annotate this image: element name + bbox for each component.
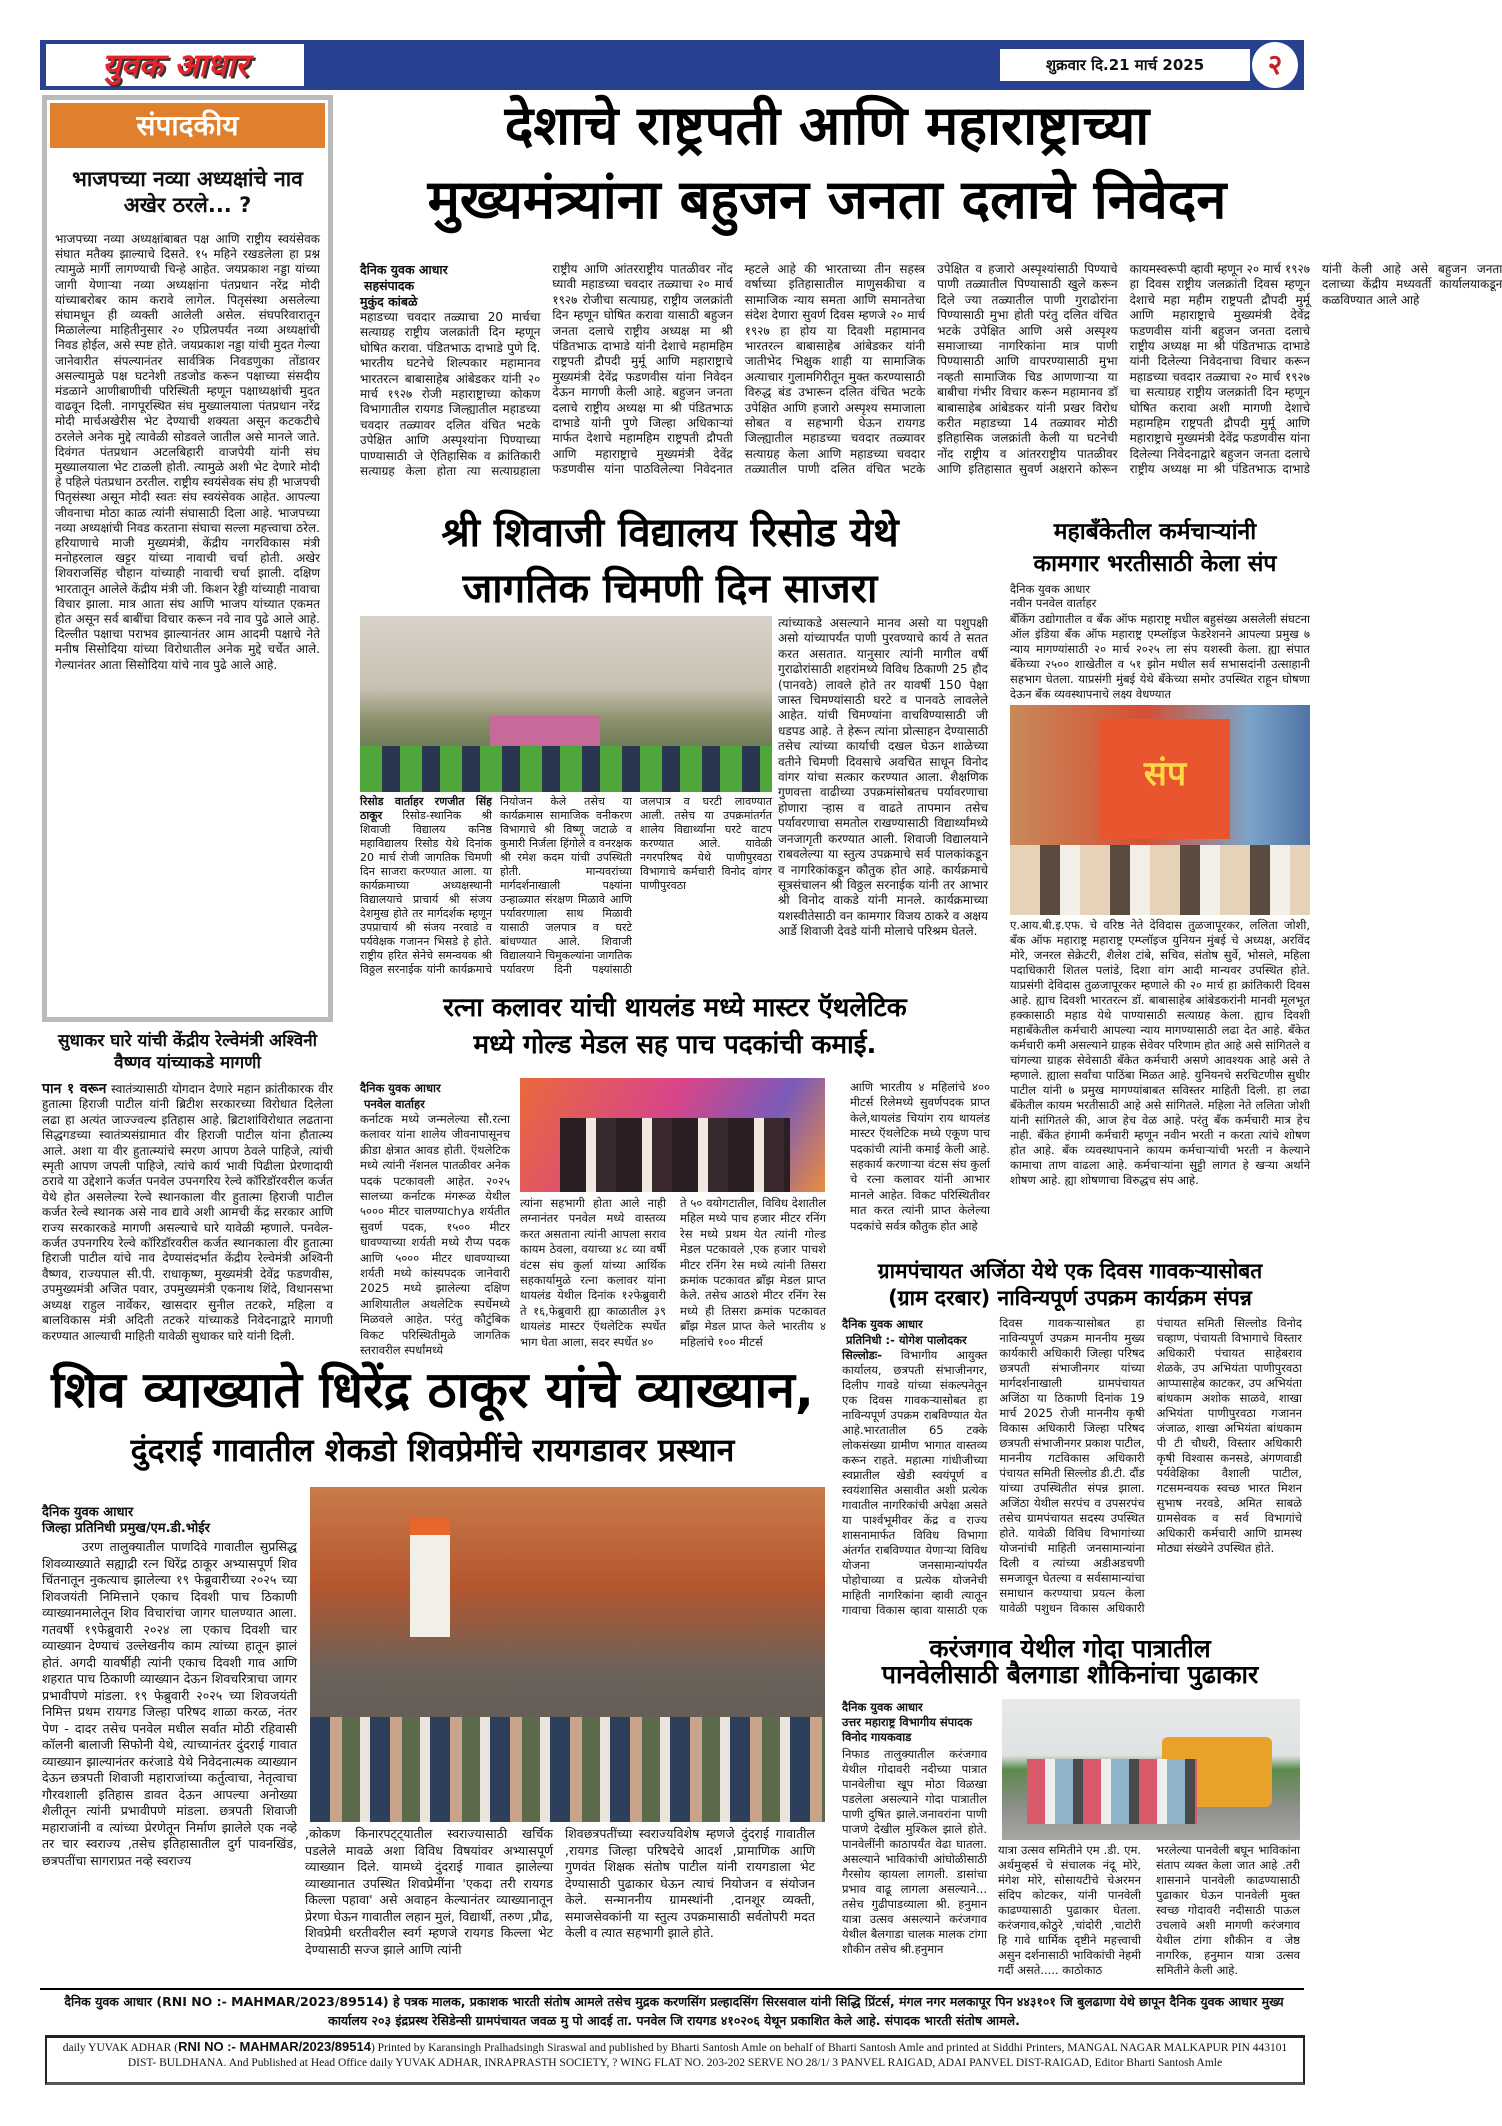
imprint-divider <box>40 1988 1304 1990</box>
mahabank-headline-line1: महाबँकेतील कर्मचाऱ्यांनी <box>1053 519 1257 545</box>
photo-athletes <box>560 1118 790 1192</box>
sudhakar-headline: सुधाकर घारे यांची केंद्रीय रेल्वेमंत्री अश्विनी वैष्णव यांच्याकडे मागणी <box>57 1031 318 1073</box>
president-byline-paper: दैनिक युवक आधार <box>360 262 448 277</box>
gram-headline-line2: (ग्राम दरबार) नाविन्यपूर्ण उपक्रम कार्यक्रम संपन्न <box>888 1286 1252 1310</box>
editorial-headline: भाजपच्या नव्या अध्यक्षांचे नाव अखेर ठरले... ? <box>72 167 303 217</box>
photo-people <box>1010 845 1310 915</box>
shivaji-byline: रिसोड वार्ताहर रणजीत सिंह ठाकूर <box>360 795 492 822</box>
shiv-col-left: उरण तालुक्यातील पाणदिवे गावातील सुप्रसिद्ध शिवव्याख्याते सह्याद्री रत्न धिरेंद्र ठाकूर अभ्यासपूर्ण शिव चिंतनातून नुकत्याच झालेल्या १९ फेब्रुवारीच्या २०२५ च्या शिवजयंती निमित्ताने एकाच दिवशी पाच ठिकाणी व्याख्यानमालेतून शिव विचारांचा जागर घालण्यात आला. गतवर्षी १९फेब्रुवारी २०२४ ला एकाच दिवशी चार व्याख्यान देण्याचं उल्लेखनीय काम त्यांच्या हातून झालं होतं. अगदी यावर्षीही त्यांनी एकाच दिवशी गाव आणि शहरात पाच ठिकाणी व्याख्यान देऊन शिवचरित्राचा जागर प्रभावीपणे मांडला. १९ फेब्रुवारी २०२५ च्या शिवजयंती निमित्त प्रथम रायगड जिल्हा परिषद शाळा करळ, नंतर पेण - दादर तसेच पनवेल मधील सर्वात मोठी रहिवासी कॉलनी बालाजी सिफोनी येथे, त्याच्यानंतर दुंदराई गावात व्याख्यान झाल्यानंतर करंजाडे येथे निवेदनात्मक व्याख्यान देऊन छत्रपती शिवाजी महाराजांच्या कर्तुत्वाचा, नेतृत्वाचा गौरवशाली इतिहास डावत देऊन आपल्या अनोख्या शैलीतून त्यांनी प्रभावीपणे मांडला. छत्रपती शिवाजी महाराजांनी व त्यांच्या प्रेरणेतून निर्माण झालेले एक नव्हे तर चार स्वराज्य ,तसेच इतिहासातील दुर्ग पावनखिंड, छत्रपतींचा सागराप्रत नव्हे स्वराज्य <box>42 1539 297 1868</box>
ratna-byline: दैनिक युवक आधार पनवेल वार्ताहर <box>360 1081 441 1111</box>
main-headline-line1: देशाचे राष्ट्रपती आणि महाराष्ट्राच्या <box>504 94 1150 157</box>
karanjgaon-jcb-photo <box>1002 1699 1300 1840</box>
date-box <box>1000 49 1250 81</box>
ratna-col3: ते ५० वयोगटातील, विविध देशातील महिल मध्ये पाच हजार मीटर रनिंग रेस मध्ये प्रथम येत त्यांनी गोल्ड मेडल पटकावले ,एक हजार पाचशे मीटर रनिंग रेस मध्ये त्यांनी तिसरा क्रमांक पटकावत ब्रॉंझ मेडल प्राप्त केले. तसेच आठशे मीटर रनिंग रेस मध्ये ही तिसरा क्रमांक पटकावत ब्रॉंझ मेडल प्राप्त केले भारतीय ४ महिलांचे १०० मीटर्स <box>680 1196 826 1349</box>
logo <box>46 44 304 86</box>
president-byline-role: सहसंपादक <box>364 278 415 293</box>
rni-number: RNI NO :- MAHMAR/2023/89514 <box>178 2039 371 2054</box>
ratna-col4: आणि भारतीय ४ महिलांचे ४०० मीटर्स रिलेमध्ये सुवर्णपदक प्राप्त केले,थायलंड चियांग राय थायलंड मास्टर ऍथलेटिक मध्ये एकूण पाच पदकांची त्यांनी कमाई केली आहे. सहकार्य करणाऱ्या वंटस संघ कुर्ला चे रत्ना कलावर यांनी आभार मानले आहेत. विकट परिस्थितीवर मात करत त्यांनी प्राप्त केलेल्या पदकांचे सर्वत्र कौतुक होत आहे <box>850 1080 990 1233</box>
dateline: सिल्लोडः- <box>842 1348 882 1362</box>
shivaji-side-body: त्यांच्याकडे असल्याने मानव असो या पशुपक्षी असो यांच्यापर्यंत पाणी पुरवण्याचे कार्य ते सतत करत असतात. यानुसार त्यांनी मागील वर्षी गुराढोरांसाठी शहरांमध्ये विविध ठिकाणी 25 हौद (पानवठे) लावले होते तर यावर्षी 150 पेक्षा जास्त चिमण्यांसाठी घरटे व पानवठे लावलेले आहेत. यांची चिमण्यांना वाचविण्यासाठी जी धडपड आहे. ते हेरून त्यांना प्रोत्साहन देण्यासाठी तसेच त्यांच्या कार्याची दखल घेऊन शाळेच्या वतीने चिमणी दिवसाचे अवचित साधून विनोद वांगर यांचा सत्कार करण्यात आला. शैक्षणिक गुणवत्ता वाढीच्या उपक्रमांसोबतच पर्यावरणाचा होणारा ऱ्हास व वाढते तापमान तसेच पर्यावरणाचा समतोल राखण्यासाठी विद्यार्थ्यांमध्ये जनजागृती करण्यात आली. शिवाजी विद्यालयाने राबवलेल्या या स्तुत्य उपक्रमाचे सर्व पालकांकडून व नागरिकांकडून कौतुक होत आहे. कार्यक्रमाचे सूत्रसंचालन श्री विठ्ठल सरनाईक यांनी तर आभार श्री विनोद वाकडे यांनी मानले. कार्यक्रमाच्या यशस्वीतेसाठी वन कामगार विजय ठाकरे व अक्षय आर्डे शिवाजी देवडे यांनी मोलाचे परिश्रम घेतले. <box>778 616 988 939</box>
mahabank-headline-line2: कामगार भरतीसाठी केला संप <box>1033 551 1277 577</box>
imprint-english-box: daily YUVAK ADHAR (RNI NO :- MAHMAR/2023/89514) Printed by Karansingh Pralhadsingh Siraswal and published by Bharti Santosh Amle on behalf of Bharti Santosh Amle and printed at Siddhi Printers, MANGAL NAGAR MALKAPUR PIN 443101 DIST- BULDHANA. And Published at Head Office daily YUVAK ADHAR, INRAPRASTH SOCIETY, ? WING FLAT NO. 203-202 SERVE NO 28/1/ 3 PANVEL RAIGAD, ADAI PANVEL DIST-RAIGAD, Editor Bharti Santosh Amle <box>45 2035 1305 2085</box>
editorial-body: भाजपच्या नव्या अध्यक्षांबाबत पक्ष आणि राष्ट्रीय स्वयंसेवक संघात मतैक्य झाल्याचे दिसते. १५ महिने रखडलेला हा प्रश्न त्यामुळे मार्गी लागण्याची चिन्हे आहेत. जयप्रकाश नड्डा यांच्या जागी येणाऱ्या नव्या अध्यक्षांना पंतप्रधान नरेंद्र मोदी यांच्याबरोबर काम करावे लागेल. पितृसंस्था असलेल्या संघामधून ही व्यक्ती आलेली असेल. संघपरिवारातून मिळालेल्या माहितीनुसार २० एप्रिलपर्यंत नव्या अध्यक्षांची निवड होईल, असे स्पष्ट होते. जयप्रकाश नड्डा यांची मुदत गेल्या जानेवारीत संपल्यानंतर सार्वत्रिक निवडणुका तोंडावर असल्यामुळे पक्ष घटनेशी तडजोड करून पक्षाच्या संसदीय मंडळाने आणीबाणीची परिस्थिती म्हणून पक्षाध्यक्षांची मुदत वाढवून दिली. नागपूरस्थित संघ मुख्यालयाला पंतप्रधान नरेंद्र मोदी मार्चअखेरीस भेट देण्याची शक्यता असून कटकटीचे ठरलेले अनेक मुद्दे त्यावेळी सोडवले जातील असे मानले जाते. दिवंगत पंतप्रधान अटलबिहारी वाजपेयी यांनी संघ मुख्यालयाला भेट टाळली होती. त्यामुळे अशी भेट देणारे मोदी हे पहिले पंतप्रधान ठरतील. राष्ट्रीय स्वयंसेवक संघ ही भाजपची पितृसंस्था असून मोदी स्वतः संघ स्वयंसेवक आहेत. आपल्या जीवनाचा मोठा काळ त्यांनी संघासाठी दिला आहे. भाजपच्या नव्या अध्यक्षांची निवड करताना संघाचा सल्ला महत्त्वाचा ठरेल. हरियाणाचे माजी मुख्यमंत्री, केंद्रीय नगरविकास मंत्री मनोहरलाल खट्टर यांच्या नावाची चर्चा होती. अखेर शिवराजसिंह चौहान यांच्याही नावाची चर्चा झाली. दक्षिण भारतातून आलेले केंद्रीय मंत्री जी. किशन रेड्डी यांच्याही नावाचा विचार झाला. मात्र आता संघ आणि भाजप यांच्यात एकमत होत असून सर्व बाबींचा विचार करून नवे नाव पुढे आले आहे. दिल्लीत पक्षाचा पराभव झाल्यानंतर आम आदमी पक्षाचे नेते मनीष सिसोदिया यांच्या विरोधातील अनेक मुद्दे चर्चेत आले. गेल्यानंतर आता सिसोदिया यांचे नाव पुढे आले आहे. <box>55 232 320 672</box>
karanjgaon-col2: यात्रा उत्सव समितीने एम .डी. एम. अर्थमुव्हर्स चे संचालक नंदू मोरे, मंगेश मोरे, सोसायटीचे चेअरमन संदिप कोटकर, यांनी पानवेली काढण्यासाठी पुढाकार घेतला. करंजगाव,कोठुरे ,चांदोरी ,चाटोरी हि गावे धार्मिक दृष्टीने महत्त्वाची असुन दर्शनासाठी भाविकांची नेहमी गर्दी असते..... काठोकाठ <box>998 1843 1141 1977</box>
karanjgaon-headline-line1: करंजगाव येथील गोदा पात्रातील <box>929 1634 1211 1663</box>
mahabank-byline: दैनिक युवक आधार नवीन पनवेल वार्ताहर <box>1010 582 1097 610</box>
shivaji-headline-line1: श्री शिवाजी विद्यालय रिसोड येथे <box>441 510 899 556</box>
issue-date: शुक्रवार दि.21 मार्च 2025 <box>1045 56 1205 74</box>
sudhakar-body: पान १ वरून स्वातंत्र्यासाठी योगदान देणारे महान क्रांतीकारक वीर हुतात्मा हिराजी पाटील यांनी ब्रिटीश सरकारच्या विरोधात दिलेला लढा हा अत्यंत जाज्ज्वल्य इतिहास आहे. ब्रिटाशांविरोधात लढताना सिद्धगडच्या स्वातंत्र्यसंग्रामात वीर हिराजी पाटील यांना हौतात्म्य आले. अशा या वीर हुतात्म्यांचे स्मरण आपण ठेवले पाहिजे, त्यांची स्मृती आपण जपली पाहिजे, त्यांचे कार्य भावी पिढीला प्रेरणादायी ठरावे या उद्देशाने कर्जत पनवेल उपनगरिय रेल्वे कॉरिडॉरवरील कर्जत येथे होत असलेल्या रेल्वे स्थानकाला वीर हुतात्मा हिराजी पाटील कर्जत रेल्वे स्थानक असे नाव द्यावे अशी आमची केंद्र सरकार आणि राज्य सरकारकडे मागणी असल्याचे घारे यावेळी म्हणाले. पनवेल-कर्जत उपनगरिय रेल्वे कॉरिडॉरवरील कर्जत स्थानकाला वीर हुतात्मा हिराजी पाटील यांचे नाव देण्यासंदर्भात केंद्रीय रेल्वेमंत्री अश्विनी वैष्णव, राज्यपाल सी.पी. राधाकृष्ण, मुख्यमंत्री देवेंद्र फडणवीस, उपमुख्यमंत्री अजित पवार, उपमुख्यमंत्री एकनाथ शिंदे, विधानसभा अध्यक्ष राहुल नार्वेकर, खासदार सुनील तटकरे, महिला व बालविकास मंत्री अदिती तटकरे यांच्याकडे निवेदनाद्वारे मागणी करण्यात आल्याची माहिती यावेळी सुधाकर घारे यांनी दिली. <box>42 1081 333 1343</box>
ratna-left-stack <box>360 1080 510 1358</box>
ratna-col2: त्यांना सहभागी होता आले नाही लग्नानंतर पनवेल मध्ये वास्तव्य करत असताना त्यांनी आपला सराव कायम ठेवला, वयाच्या ४८ व्या वर्षी वंटस संघ कुर्ला यांच्या आर्थिक सहकार्यामुळे रत्ना कलावर यांना थायलंड येथील दिनांक १२फेब्रुवारी ते १६,फेब्रुवारी ह्या काळातील ३९ थायलंड मास्टर ऍथलेटिक स्पर्धेत भाग घेता आला, सदर स्पर्धेत ४० <box>520 1196 666 1349</box>
editorial-stack <box>50 103 325 1014</box>
sudhakar-stack <box>40 1030 335 1343</box>
editorial-section-header: संपादकीय <box>50 103 325 148</box>
ratna-headline-line2: मध्ये गोल्ड मेडल सह पाच पदकांची कमाई. <box>473 1030 877 1060</box>
page-number: २ <box>1252 42 1298 88</box>
photo-group <box>310 1717 825 1822</box>
president-byline-name: मुकुंद कांबळे <box>360 294 418 309</box>
shivaji-headline-line2: जागतिक चिमणी दिन साजरा <box>462 566 878 612</box>
shiv-headline-line2: दुंदराई गावातील शेकडो शिवप्रेमींचे रायगडावर प्रस्थान <box>130 1431 735 1469</box>
imprint-marathi: दैनिक युवक आधार (RNI NO :- MAHMAR/2023/89514) हे पत्रक मालक, प्रकाशक भारती संतोष आमले तसेच मुद्रक करणसिंग प्रल्हादसिंग सिरसवाल यांनी सिद्धि प्रिंटर्स, मंगल नगर मलकापूर पिन ४४३१०१ जि बुलढाणा येथे छापून दैनिक युवक आधार मुख्य कार्यालय २०३ इंद्रप्रस्थ रेसिडेन्सी ग्रामपंचायत जवळ मु पो आदई ता. पनवेल जि रायगड ४१०२०६ येथून प्रकाशित केले आहे. संपादक भारती संतोष आमले. <box>64 1994 1284 2028</box>
mahabank-strike-photo <box>1010 705 1310 915</box>
shiv-col-mid: ,कोकण किनारपट्ट्यातील स्वराज्यासाठी खर्चिक पडलेले मावळे अशा विविध विषयांवर अभ्यासपूर्ण व्याख्यान दिले. यामध्ये दुंदराई गावात झालेल्या व्याख्यानात उपस्थित शिवप्रेमींना 'एकदा तरी रायगड किल्ला पहावा' असे अवाहन केल्यानंतर व्याख्यानातून प्रेरणा घेऊन गावातील लहान मुलं, विद्यार्थी, तरुण ,प्रौढ, शिवप्रेमी धरतीवरील स्वर्ग म्हणजे रायगड किल्ला भेट देण्यासाठी सज्ज झाले आणि त्यांनी <box>305 1826 553 1957</box>
mahabank-stack <box>1010 582 1310 1242</box>
shiv-raigad-photo <box>310 1487 825 1822</box>
masthead <box>40 40 1304 90</box>
gram-body: दैनिक युवक आधार प्रतिनिधी :- योगेश पालोदकर सिल्लोडः- विभागीय आयुक्त कार्यालय, छत्रपती संभाजीनगर, दिलीप गावडे यांच्या संकल्पनेतून एक दिवस गावकऱ्यासोबत हा नाविन्यपूर्ण उपक्रम राबविण्यात येत आहे.भारतातील 65 टक्के लोकसंख्या ग्रामीण भागात वास्तव्य करून राहते. महात्मा गांधीजीच्या स्वप्नातील खेडी स्वयंपूर्ण व स्वयंशासित असावीत अशी प्रत्येक गावातील नागरिकांची अपेक्षा असते या पार्श्वभूमीवर केंद्र व राज्य शासनामार्फत विविध विभागा अंतर्गत राबविण्यात येणाऱ्या विविध योजना जनसामान्यांपर्यंत पोहोचाव्या व प्रत्येक योजनेची माहिती नागरिकांना व्हावी त्यातून गावाचा विकास व्हावा यासाठी एक दिवस गावकऱ्यासोबत हा नाविन्यपूर्ण उपक्रम माननीय मुख्य कार्यकारी अधिकारी जिल्हा परिषद छत्रपती संभाजीनगर यांच्या मार्गदर्शनाखाली ग्रामपंचायत अजिंठा या ठिकाणी दिनांक 19 मार्च 2025 रोजी माननीय कृषी विकास अधिकारी जिल्हा परिषद छत्रपती संभाजीनगर प्रकाश पाटील, माननीय गटविकास अधिकारी पंचायत समिती सिल्लोड डी.टी. दौंड यांच्या उपस्थितीत संपन्न झाला. अजिंठा येथील सरपंच व उपसरपंच तसेच ग्रामपंचायत सदस्य उपस्थित होते. यावेळी विविध विभागांच्या योजनांची माहिती जनसामान्यांना दिली व त्यांच्या अडीअडचणी समजावून घेतल्या व सर्वसामान्यांचा समाधान करण्याचा प्रयत्न केला यावेळी पशुधन विकास अधिकारी पंचायत समिती सिल्लोड विनोद चव्हाण, पंचायती विभागाचे विस्तार अधिकारी पंचायत साहेबराव शेळके, उप अभियंता पाणीपुरवठा आप्पासाहेब काटकर, उप अभियंता बांधकाम अशोक साळवे, शाखा अभियंता पाणीपुरवठा गजानन जंजाळ, शाखा अभियंता बांधकाम पी टी चौधरी, विस्तार अधिकारी कृषी विश्वास कनसडे, अंगणवाडी पर्यवेक्षिका वैशाली पाटील, गटसमन्वयक स्वच्छ भारत मिशन सुभाष नरवडे, अमित साबळे ग्रामसेवक व सर्व विभागांचे अधिकारी कर्मचारी आणि ग्रामस्थ मोठ्या संख्येने उपस्थित होते. <box>842 1316 1302 1617</box>
shiv-byline: दैनिक युवक आधार जिल्हा प्रतिनिधी प्रमुख/एम.डी.भोईर <box>42 1505 210 1536</box>
shiv-col-right: शिवछत्रपतींच्या स्वराज्यविशेष म्हणजे दुंदराई गावातील ,रायगड जिल्हा परिषदेचे आदर्श ,प्रामाणिक आणि गुणवंत शिक्षक संतोष पाटील यांनी रायगडाला भेट देण्यासाठी पुढाकार घेऊन त्याचं नियोजन व संयोजन केले. सन्माननीय ग्रामस्थांनी ,दानशूर व्यक्ती, समाजसेवकांनी या स्तुत्य उपक्रमासाठी सर्वतोपरी मदत केली व त्यात सहभागी झाले होते. <box>565 1826 815 1940</box>
president-body: दैनिक युवक आधार सहसंपादक मुकुंद कांबळे महाडच्या चवदार तळ्याचा 20 मार्चचा सत्याग्रह राष्ट्रीय जलक्रांती दिन म्हणून घोषित करावा. पंडितभाऊ दाभाडे पुणे दि. भारतीय घटनेचे शिल्पकार महामानव भारतरत्न बाबासाहेब आंबेडकर यांनी २० मार्च १९२७ रोजी महाराष्ट्राच्या कोकण विभागातील रायगड जिल्ह्यातील महाडच्या चवदार तळ्यावर दलित वंचित भटके उपेक्षित आणि अस्पृश्यांना पिण्याच्या पाण्यासाठी जे ऐतिहासिक व क्रांतिकारी सत्याग्रह केला होता त्या सत्याग्रहाला राष्ट्रीय आणि आंतरराष्ट्रीय पातळीवर नोंद घ्यावी महाडच्या चवदार तळ्याचा २० मार्च १९२७ रोजीचा सत्याग्रह, राष्ट्रीय जलक्रांती दिन म्हणून घोषित करावा यासाठी बहुजन जनता दलाचे राष्ट्रीय अध्यक्ष मा श्री पंडितभाऊ दाभाडे यांनी देशाचे महामहिम राष्ट्रपती द्रौपदी मुर्मू आणि महाराष्ट्राचे मुख्यमंत्री देवेंद्र फडणवीस यांना निवेदन देऊन मागणी केली आहे. बहुजन जनता दलाचे राष्ट्रीय अध्यक्ष मा श्री पंडितभाऊ दाभाडे यांनी पुणे जिल्हा अधिकाऱ्यां मार्फत देशाचे महामहिम राष्ट्रपती द्रौपती आणि महाराष्ट्राचे मुख्यमंत्री देवेंद्र फडणवीस यांना पाठविलेल्या निवेदनात म्हटले आहे की भारताच्या तीन सहस्त्र वर्षाच्या इतिहासातील माणुसकीचा व सामाजिक न्याय समता आणि समानतेचा संदेश देणारा सुवर्ण दिवस म्हणजे २० मार्च १९२७ हा होय या दिवशी महामानव भारतरत्न बाबासाहेब आंबेडकर यांनी जातीभेद भिक्षुक शाही या सामाजिक अत्याचार गुलामगिरीतून मुक्त करण्यासाठी विरुद्ध बंड उभारून दलित वंचित भटके उपेक्षित आणि हजारो अस्पृश्य समाजाला सोबत व सहभागी घेऊन रायगड जिल्ह्यातील महाडच्या चवदार तळ्यावर सत्याग्रह केला आणि महाडच्या चवदार तळ्यातील पाणी दलित वंचित भटके उपेक्षित व हजारो अस्पृश्यांसाठी पिण्याचे पाणी तळ्यातील पिण्यासाठी खुले करून दिले ज्या तळ्यातील पाणी गुराढोरांना पिण्यासाठी मुभा होती परंतु दलित वंचित भटके उपेक्षित आणि असे अस्पृश्य समाजाच्या नागरिकांना मात्र पाणी पिण्यासाठी आणि वापरण्यासाठी मुभा नव्हती सामाजिक चिड आणणाऱ्या या बाबीचा गंभीर विचार करून महामानव डॉ बाबासाहेब आंबेडकर यांनी प्रखर विरोध करीत महाडच्या 14 तळ्यावर मोठी इतिहासिक जलक्रांती केली या घटनेची नोंद राष्ट्रीय व आंतरराष्ट्रीय पातळीवर आणि इतिहासात सुवर्ण अक्षराने कोरून कायमस्वरूपी व्हावी म्हणून २० मार्च १९२७ हा दिवस राष्ट्रीय जलक्रांती दिवस म्हणून देशाचे महा महीम राष्ट्रपती द्रौपदी मुर्मू आणि महाराष्ट्राचे मुख्यमंत्री देवेंद्र फडणवीस यांनी बहुजन जनता दलाचे राष्ट्रीय अध्यक्ष मा श्री पंडितभाऊ दाभाडे यांनी दिलेल्या निवेदनाचा विचार करून महाडच्या चवदार तळ्याचा २० मार्च १९२७ चा सत्याग्रह राष्ट्रीय जलक्रांती दिन म्हणून घोषित करावा अशी मागणी देशाचे महामहिम राष्ट्रपती द्रौपदी मुर्मू आणि महाराष्ट्राचे मुख्यमंत्री देवेंद्र फडणवीस यांना दिलेल्या निवेदनाद्वारे बहुजन जनता दलाचे राष्ट्रीय अध्यक्ष मा श्री पंडितभाऊ दाभाडे यांनी केली आहे असे बहुजन जनता दलाच्या केंद्रीय मध्यवर्ती कार्यालयाकडून कळविण्यात आले आहे <box>360 262 1502 479</box>
shiv-left-stack <box>42 1505 297 1985</box>
photo-table <box>490 716 600 746</box>
mahabank-body-top: बँकिंग उद्योगातील व बँक ऑफ महाराष्ट्र मधील बहुसंख्य असलेली संघटना ऑल इंडिया बँक ऑफ महाराष्ट्र एम्प्लॉइज फेडरेशनने आपल्या प्रमुख ७ न्याय मागण्यांसाठी २० मार्च २०२५ ला संप यशस्वी केला. ह्या संपात बँकेच्या २५०० शाखेतील व ५१ झोन मधील सर्व सभासदांनी उत्साहानी सहभाग घेतला. याप्रसंगी मुंबई येथे बँकेच्या समोर उपस्थित राहून घोषणा देऊन बँक व्यवस्थापनाचे लक्ष्य वेधण्यात <box>1010 612 1310 701</box>
shivaji-bottom-body: रिसोड वार्ताहर रणजीत सिंह ठाकूर रिसोड-स्थानिक श्री शिवाजी विद्यालय कनिष्ठ महाविद्यालय रिसोड येथे दिनांक 20 मार्च रोजी जागतिक चिमणी दिन साजरा करण्यात आला. या कार्यक्रमाच्या अध्यक्षस्थानी विद्यालयाचे प्राचार्य श्री संजय देशमुख होते तर मार्गदर्शक म्हणून उपप्राचार्य श्री संजय नरवाडे व पर्यवेक्षक गजानन भिसडे हे होते. राष्ट्रीय हरित सेनेचे समन्वयक श्री विठ्ठल सरनाईक यांनी कार्यक्रमाचे नियोजन केले तसेच या कार्यक्रमास सामाजिक वनीकरण विभागाचे श्री विष्णू जटाळे व कुमारी निर्जला हिंगोले व वनरक्षक श्री रमेश कदम यांची उपस्थिती होती. मान्यवरांच्या मार्गदर्शनाखाली पक्ष्यांना उन्हाळ्यात संरक्षण मिळावे आणि पर्यावरणाला साथ मिळावी यासाठी जलपात्र व घरटे बांधण्यात आले. शिवाजी विद्यालयाने चिमुकल्यांना जागतिक पर्यावरण दिनी पक्ष्यांसाठी जलपात्र व घरटी लावण्यात आली. तसेच या उपक्रमांतर्गत शालेय विद्यार्थ्यांना घरटे वाटप करण्यात आले. यावेळी नगरपरिषद येथे पाणीपुरवठा विभागाचे कर्मचारी विनोद वांगर पाणीपुरवठा <box>360 795 772 976</box>
karanjgaon-col3: भरलेल्या पानवेली बघून भाविकांना संताप व्यक्त केला जात आहे .तरी शासनाने पानवेली काढण्यासाठी पुढाकार घेऊन पानवेली मुक्त स्वच्छ गोदावरी नदीसाठी पाऊल उचलावे अशी मागणी करंजगाव येथील टांगा शौकीन व जेष्ठ नागरिक, हनुमान यात्रा उत्सव समितीने केली आहे. <box>1156 1843 1300 1977</box>
karanjgaon-byline: दैनिक युवक आधार उत्तर महाराष्ट्र विभागीय संपादक विनोद गायकवाड <box>842 1700 973 1744</box>
karanjgaon-col1: निफाड तालुक्यातील करंजगाव येथील गोदावरी नदीच्या पात्रात पानवेलीचा खूप मोठा विळखा पडलेला असल्याने गोदा पात्रातील पाणी दुषित झाले.जनावरांना पाणी पाजणे देखील मुश्किल झाले होते. पानवेलींनी काठापर्यंत वेढा घातला. असल्याने भाविकांची आंघोळीसाठी गैरसोय व्हायला लागली. डासांचा प्रभाव वाढू लागला असल्याने... तसेच गुढीपाडव्याला श्री. हनुमान यात्रा उत्सव असल्याने करंजगाव येथील बैलगाडा चालक मालक टांगा शौकीन तसेच श्री.हनुमान <box>842 1747 987 1956</box>
shivaji-school-photo <box>360 616 772 792</box>
logo-text: युवक आधार <box>102 46 248 84</box>
mahabank-body-bottom: ए.आय.बी.इ.एफ. चे वरिष्ठ नेते देविदास तुळजापूरकर, ललिता जोशी, बँक ऑफ महाराष्ट्र महाराष्ट्र एम्प्लॉइज युनियन मुंबई चे अध्यक्ष, अरविंद मोरे, जनरल सेक्रेटरी, शैलेश टांबे, सचिव, संतोष सुर्वे, भोसले, महिला पदाधिकारी शितल पलांडे, दिशा वांग आदी मान्यवर उपस्थित होते. याप्रसंगी देविदास तुळजापूरकर म्हणाले की २० मार्च हा क्रांतिकारी दिवस आहे. ह्याच दिवशी भारतरत्न डॉ. बाबासाहेब आंबेडकरांनी मानवी मूलभूत हक्कासाठी महाड येथे पाण्यासाठी सत्याग्रह केला. ह्याच दिवशी महाबँकेतील कर्मचारी आपल्या न्याय मागण्यासाठी लढा देत आहे. बँकेत कर्मचारी कमी असल्याने ग्राहक सेवेवर परिणाम होत आहे असे सांगितले व चांगल्या ग्राहक सेवेसाठी बँकेत कर्मचारी असणे आवश्यक आहे असे ते म्हणाले. ह्याला सर्वांचा पाठिंबा मिळत आहे. युनियनचे सरचिटणीस सुधीर पाटील यांनी ७ प्रमुख मागण्यांबाबत सविस्तर माहिती दिली. हा लढा बँकेतील कायम भरतीसाठी आहे असे सांगितले. महिला नेते ललिता जोशी यांनी सांगितले की, आज हेच वेळ आहे. परंतु बँक कर्मचारी मात्र हेच नाही. बँकेत हंगामी कर्मचारी म्हणून नवीन भरती न करता त्यांचे शोषण होत आहे. बँक व्यवस्थापनाने कायम कर्मचाऱ्यांची भरती न केल्याने कामाचा ताण वाढला आहे. कर्मचाऱ्यांना सुट्टी लागत हे खऱ्या अर्थाने शोषण आहे. ह्या शोषणाचा विरुद्धच संप आहे. <box>1010 918 1310 1187</box>
strike-banner: संप <box>1100 719 1230 839</box>
shiv-headline-line1: शिव व्याख्याते धिरेंद्र ठाकूर यांचे व्याख्यान, <box>51 1361 814 1419</box>
main-headline-line2: मुख्यमंत्र्यांना बहुजन जनता दलाचे निवेदन <box>427 168 1227 231</box>
photo-men <box>1027 1759 1197 1824</box>
ratna-headline-line1: रत्ना कलावर यांची थायलंड मध्ये मास्टर ऍथलेटिक <box>443 993 907 1023</box>
ratna-medal-photo <box>520 1078 825 1192</box>
photo-crowd <box>360 746 772 792</box>
karanjgaon-headline-line2: पानवेलीसाठी बैलगाडा शौकिनांचा पुढाकार <box>881 1660 1259 1689</box>
gram-headline-line1: ग्रामपंचायत अजिंठा येथे एक दिवस गावकऱ्यासोबत <box>877 1259 1263 1283</box>
editorial-box <box>42 95 333 1022</box>
karanjgaon-left-stack <box>842 1700 987 1987</box>
photo-speaker <box>410 1517 450 1637</box>
continued-from-page-1: पान १ वरून <box>42 1081 107 1097</box>
ratna-col1: कर्नाटक मध्ये जन्मलेल्या सौ.रत्ना कलावर यांना शालेय जीवनापासूनच क्रीडा क्षेत्रात आवड होती. ऍथलेटिक मध्ये त्यांनी नॅशनल पातळीवर अनेक पदकं पटकावली आहेत. २०२५ सालच्या कर्नाटक मंगरूळ येथील ५००० मीटर चालण्याchya शर्यतीत सुवर्ण पदक, १५०० मीटर धावण्याच्या शर्यती मध्ये रौप्य पदक आणि ५००० मीटर धावण्याच्या शर्यती मध्ये कांस्यपदक जानेवारी 2025 मध्ये झालेल्या दक्षिण आशियातील अथलेटिक स्पर्धेमध्ये मिळवले आहेत. परंतु कौटुंबिक विकट परिस्थितीमुळे जागतिक स्तरावरील स्पर्धांमध्ये <box>360 1112 510 1358</box>
